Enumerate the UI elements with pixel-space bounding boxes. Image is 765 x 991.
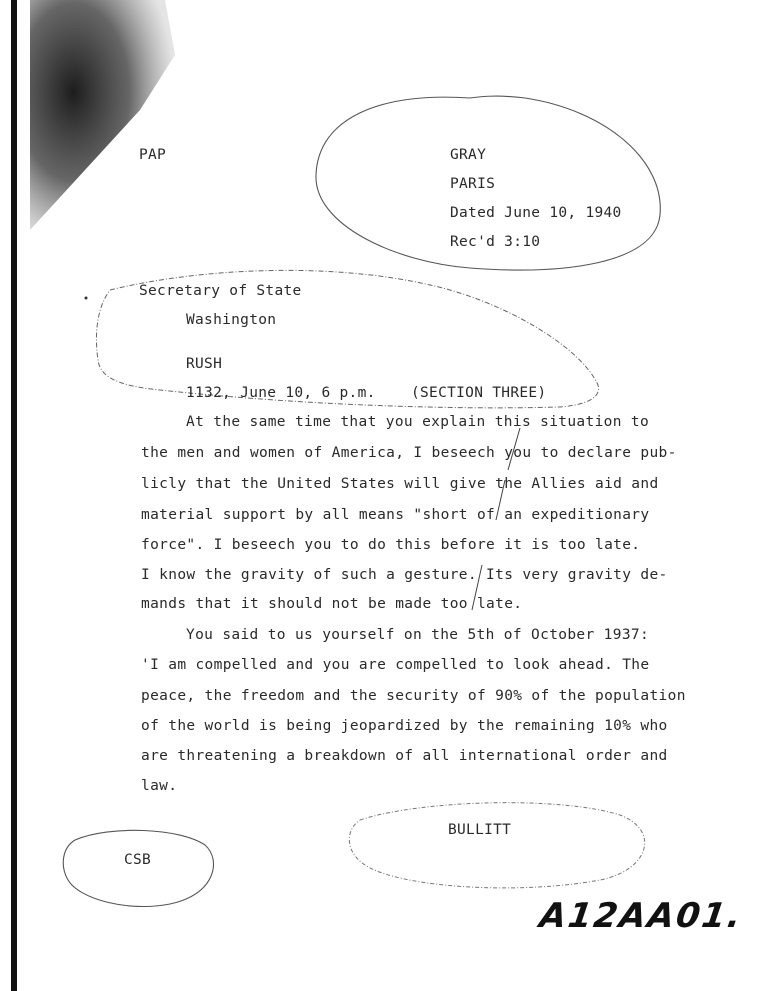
signature: BULLITT [448,822,512,838]
paragraph-2-line: are threatening a breakdown of all international order and [141,748,668,764]
paragraph-1-line: material support by all means "short of an expeditionary [141,507,650,523]
recipient: Secretary of State [139,283,302,299]
priority-label: RUSH [186,356,223,372]
signature-ellipse [349,803,644,888]
paragraph-1-line: licly that the United States will give the Allies aid and [141,476,659,492]
initials-ellipse [63,830,213,906]
paragraph-1-line: force". I beseech you to do this before it is too late. [141,537,641,553]
paragraph-2-line: peace, the freedom and the security of 90% of the population [141,688,686,704]
message-ref: 1132, June 10, 6 p.m. [186,385,376,401]
received-line: Rec'd 3:10 [450,234,541,250]
paragraph-1-line: I know the gravity of such a gesture. Its very gravity de- [141,567,668,583]
corner-fold-shadow [30,0,175,230]
handwritten-file-code: A12AA01. [537,896,746,936]
origin-city: PARIS [450,176,496,192]
paragraph-1-line: At the same time that you explain this situation to [186,414,650,430]
routing-code-left: PAP [139,147,167,163]
paragraph-2-line: You said to us yourself on the 5th of October 1937: [186,627,650,643]
paragraph-2-line: 'I am compelled and you are compelled to look ahead. The [141,657,650,673]
paragraph-2-line: of the world is being jeopardized by the remaining 10% who [141,718,668,734]
paragraph-1-line: mands that it should not be made too late. [141,596,523,612]
stray-dot [85,297,88,300]
recipient-city: Washington [186,312,277,328]
date-line: Dated June 10, 1940 [450,205,622,221]
initials: CSB [124,852,152,868]
section-label: (SECTION THREE) [411,385,547,401]
paragraph-1-line: the men and women of America, I beseech you to declare pub- [141,445,677,461]
paragraph-2-line: law. [141,778,178,794]
routing-code-right: GRAY [450,147,487,163]
left-edge-bar [11,0,17,991]
